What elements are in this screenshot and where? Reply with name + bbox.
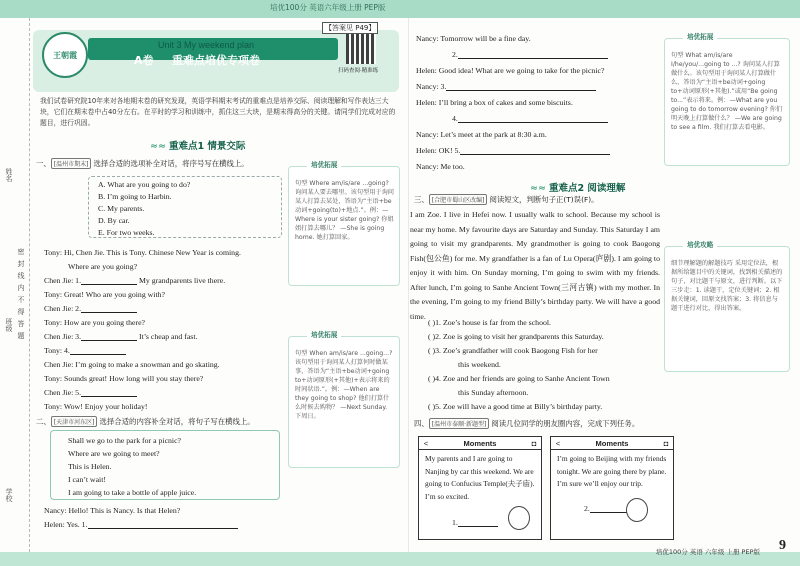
question-4-prompt bbox=[414, 418, 639, 429]
question-number: 二、 bbox=[36, 417, 51, 426]
margin-label-school: 学校 bbox=[5, 488, 13, 502]
dialogue-speaker: Chen Jie: 5. bbox=[44, 388, 82, 397]
sentence-option: Shall we go to the park for a picnic? bbox=[68, 436, 182, 445]
blank-number: 2. bbox=[452, 50, 458, 59]
dialogue-line: Nancy: Let’s meet at the park at 8:30 a.m. bbox=[416, 130, 547, 139]
dialogue-line bbox=[44, 346, 126, 355]
dialogue-text: It’s cheap and fast. bbox=[139, 332, 198, 341]
dialogue-line: Tony: Wow! Enjoy your holiday! bbox=[44, 402, 148, 411]
answer-blank-long-5[interactable] bbox=[460, 147, 610, 155]
strategy-title: 培优攻略 bbox=[683, 241, 717, 250]
tip-title: 培优拓展 bbox=[307, 161, 341, 170]
tip-body: 句型 What am/is/are I/he/you/...going to ...? 询问某人打算做什么。该句型用于询问某人打算做什么，答语为“主语+be动词+going to+动词原形(+其他).”或用“Be going to...”表示将来。例：—What are you going to do tomorrow evening? 你们明天晚上打算做什么？ —We are going to see a film. 我们打算去看电影。 bbox=[671, 52, 783, 131]
page-title: 重难点培优专项卷 bbox=[172, 54, 260, 67]
question-1-prompt bbox=[36, 158, 249, 169]
sentence-option: This is Helen. bbox=[68, 462, 112, 471]
qr-caption: 扫码查阅·精准练 bbox=[338, 68, 379, 74]
tip-box bbox=[664, 33, 790, 166]
answer-blank-3[interactable] bbox=[81, 333, 137, 341]
moments-title: Moments bbox=[463, 438, 497, 448]
question-3-prompt bbox=[414, 194, 598, 205]
boy-avatar-icon bbox=[508, 506, 530, 530]
page-number: 9 bbox=[779, 538, 786, 553]
top-banner-title: 培优100分 英语六年级上册 PEP版 bbox=[270, 3, 386, 12]
dialogue-line bbox=[44, 304, 137, 313]
dialogue-line bbox=[44, 388, 137, 397]
tip-box bbox=[288, 331, 400, 468]
margin-label-class: 班级 bbox=[5, 318, 13, 332]
margin-label-name: 姓名 bbox=[5, 168, 13, 182]
dialogue-speaker: Helen: OK! 5. bbox=[416, 146, 461, 155]
dialogue-line: Where are you going? bbox=[68, 262, 138, 271]
question-number: 三、 bbox=[414, 195, 429, 204]
sentence-option: Where are we going to meet? bbox=[68, 449, 160, 458]
strategy-box bbox=[664, 241, 790, 372]
margin-seal-5: 不 bbox=[17, 296, 25, 303]
option-a: A. What are you going to do? bbox=[98, 180, 191, 189]
wave-icon: ≈≈ bbox=[150, 141, 169, 152]
section-2-heading bbox=[530, 180, 625, 194]
dialogue-line bbox=[44, 332, 197, 341]
dialogue-line bbox=[44, 276, 225, 285]
tip-body: 句型 When am/is/are ...going...? 该句型用于询问某人打算何时做某事，答语为“主语+be动词+going to+动词原形(+其他)+表示将来的时间状语.”。例：—When are they going to shop? 他们打算什么时候去购物？ —Next Sunday. 下周日。 bbox=[295, 350, 393, 420]
section-1-heading bbox=[150, 138, 245, 152]
answer-blank-long-4[interactable] bbox=[458, 115, 608, 123]
option-c: C. My parents. bbox=[98, 204, 145, 213]
question-text: 选择合适的选项补全对话，将序号写在横线上。 bbox=[93, 159, 249, 168]
dialogue-line: Tony: Hi, Chen Jie. This is Tony. Chinese New Year is coming. bbox=[44, 248, 241, 257]
moments-title: Moments bbox=[595, 438, 629, 448]
margin-seal-1: 密 bbox=[17, 248, 25, 255]
question-2-prompt bbox=[36, 416, 255, 427]
answer-blank-4[interactable] bbox=[70, 347, 126, 355]
moments-answer bbox=[584, 504, 630, 513]
qr-code-icon[interactable] bbox=[346, 34, 376, 64]
dialogue-line: Chen Jie: I’m going to make a snowman and go skating. bbox=[44, 360, 220, 369]
answer-reference: 【答案见 P49】 bbox=[322, 22, 378, 34]
section-2-title: 重难点2 阅读理解 bbox=[548, 183, 626, 194]
tip-box bbox=[288, 161, 400, 286]
dialogue-line: Helen: I’ll bring a box of cakes and some biscuits. bbox=[416, 98, 573, 107]
margin-seal-6: 得 bbox=[17, 308, 25, 315]
dialogue-line bbox=[44, 520, 238, 529]
margin-seal-2: 封 bbox=[17, 260, 25, 267]
wave-icon: ≈≈ bbox=[530, 183, 549, 194]
moments-card-2 bbox=[550, 436, 674, 540]
dialogue-line: Nancy: Me too. bbox=[416, 162, 465, 171]
paper-label: A卷 bbox=[134, 54, 154, 67]
tip-title: 培优拓展 bbox=[307, 331, 341, 340]
answer-blank-long-2[interactable] bbox=[458, 51, 608, 59]
question-number: 一、 bbox=[36, 159, 51, 168]
margin-seal-4: 内 bbox=[17, 284, 25, 291]
moments-post-text: I’m going to Beijing with my friends tonight. We are going there by plane. I’m sure we’ll enjoy our trip. bbox=[557, 454, 667, 488]
dialogue-line: Tony: Sounds great! How long will you stay there? bbox=[44, 374, 204, 383]
tf-statement[interactable]: ( )4. Zoe and her friends are going to Sanhe Ancient Town bbox=[428, 374, 610, 383]
camera-icon[interactable]: ◘ bbox=[531, 438, 537, 448]
dialogue-line: Nancy: Tomorrow will be a fine day. bbox=[416, 34, 531, 43]
dialogue-line bbox=[416, 146, 610, 155]
source-tag: [合肥市蜀山区改编] bbox=[429, 194, 488, 205]
option-b: B. I’m going to Harbin. bbox=[98, 192, 172, 201]
answer-blank-1[interactable] bbox=[81, 277, 137, 285]
answer-blank-long-1[interactable] bbox=[88, 521, 238, 529]
tf-statement-cont: this Sunday afternoon. bbox=[458, 388, 529, 397]
tip-title: 培优拓展 bbox=[683, 33, 717, 42]
dialogue-line: Helen: Good idea! What are we going to take for the picnic? bbox=[416, 66, 605, 75]
question-text: 阅读几位同学的朋友圈内容，完成下列任务。 bbox=[491, 419, 640, 428]
margin-seal-7: 答 bbox=[17, 320, 25, 327]
sentence-option: I am going to take a bottle of apple juice. bbox=[68, 488, 197, 497]
camera-icon[interactable]: ◘ bbox=[663, 438, 669, 448]
reading-passage: I am Zoe. I live in Hefei now. I usually walk to school. Because my school is near my home. My favourite days are Saturday and Sunday. This Saturday I am going to visit my grandparents. My grandmother is going to cook Baogong Fish(包公鱼) for me. My grandfather is a fan of Lu Opera(庐剧). I am going to enjoy it with him. On Sunday morning, I’m going to swim with my friends. After lunch, I’m going to Sanhe Ancient Town(三河古镇) with my mother. In the evening, I’m going to my friend Billy’s birthday party. We will have a good time. bbox=[410, 210, 660, 321]
question-number: 四、 bbox=[414, 419, 429, 428]
unit-title: Unit 3 My weekend plan bbox=[158, 40, 255, 50]
option-d: D. By car. bbox=[98, 216, 130, 225]
dialogue-text: My grandparents live there. bbox=[139, 276, 226, 285]
brand-logo: 王朝霞 bbox=[42, 32, 88, 78]
girl-avatar-icon bbox=[626, 498, 648, 522]
moments-header bbox=[551, 437, 673, 450]
question-text: 选择合适的内容补全对话，将句子写在横线上。 bbox=[99, 417, 255, 426]
dialogue-line bbox=[452, 114, 608, 123]
moments-answer bbox=[452, 518, 498, 527]
source-tag: [天津市河东区] bbox=[51, 416, 98, 427]
tf-statement[interactable]: ( )5. Zoe will have a good time at Billy’s birthday party. bbox=[428, 402, 603, 411]
dialogue-line: Tony: Great! Who are you going with? bbox=[44, 290, 165, 299]
dialogue-speaker: Chen Jie: 3. bbox=[44, 332, 82, 341]
dialogue-speaker: Nancy: 3. bbox=[416, 82, 447, 91]
back-arrow-icon[interactable]: < bbox=[555, 438, 561, 448]
tip-body: 句型 Where am/is/are ...going? 询问某人要去哪里。该句型用于询问某人打算去某处，答语为“主语+be动词+going(to)+地点.”。例：—Where is your sister going? 你姐姐打算去哪儿？ —She is going home. 她打算回家。 bbox=[295, 180, 394, 241]
source-tag: [温州市泰顺·新题型] bbox=[429, 418, 490, 429]
option-e: E. For two weeks. bbox=[98, 228, 155, 237]
margin-seal-8: 题 bbox=[17, 332, 25, 339]
blank-number: 1. bbox=[452, 518, 458, 527]
tf-statement-cont: this weekend. bbox=[458, 360, 501, 369]
blank-number: 2. bbox=[584, 504, 590, 513]
margin-seal-3: 线 bbox=[17, 272, 25, 279]
top-banner bbox=[0, 0, 800, 18]
dialogue-line bbox=[452, 50, 608, 59]
dialogue-line bbox=[416, 82, 596, 91]
dialogue-line: Tony: How are you going there? bbox=[44, 318, 146, 327]
back-arrow-icon[interactable]: < bbox=[423, 438, 429, 448]
dialogue-speaker: Helen: Yes. 1. bbox=[44, 520, 88, 529]
strategy-body: 细节理解题的解题技巧 采用定位法，根据所给题目中的关键词，找到相关描述的句子，对比题干与原文，进行判断。以下三步走：1. 读题干，定位关键词；2. 根据关键词，回原文找答案；3. 将信息与题干进行对比，得出答案。 bbox=[671, 260, 783, 312]
answer-blank-moments-1[interactable] bbox=[458, 519, 498, 527]
dialogue-speaker: Chen Jie: 2. bbox=[44, 304, 82, 313]
tf-statement[interactable]: ( )1. Zoe’s house is far from the school. bbox=[428, 318, 551, 327]
dialogue-speaker: Tony: 4. bbox=[44, 346, 70, 355]
moments-header bbox=[419, 437, 541, 450]
section-1-title: 重难点1 情景交际 bbox=[168, 141, 246, 152]
blank-number: 4. bbox=[452, 114, 458, 123]
moments-post-text: My parents and I are going to Nanjing by car this weekend. We are going to Confucius Temple(夫子庙). I’m so excited. bbox=[425, 454, 535, 501]
tf-statement[interactable]: ( )3. Zoe’s grandfather will cook Baogong Fish for her bbox=[428, 346, 598, 355]
dialogue-speaker: Chen Jie: 1. bbox=[44, 276, 82, 285]
sentence-option: I can’t wait! bbox=[68, 475, 106, 484]
answer-blank-long-3[interactable] bbox=[446, 83, 596, 91]
source-tag: [温州市期末] bbox=[51, 158, 92, 169]
question-text: 阅读短文，判断句子正(T)误(F)。 bbox=[489, 195, 599, 204]
binding-margin bbox=[0, 18, 30, 552]
intro-paragraph: 我们试卷研究院10年来对各地期末卷的研究发现，英语学科期末考试的重难点是培养交际、阅读理解和写作表达三大块，它们在期末卷中占40分左右。在平时的学习和训练中，抓住这三大块，是期末得高分的关键。请同学们完成对应的题目，进行巩固。 bbox=[40, 97, 396, 127]
dialogue-line: Nancy: Hello! This is Nancy. Is that Helen? bbox=[44, 506, 181, 515]
column-divider bbox=[408, 18, 409, 552]
footer-text: 培优100分 英语 六年级 上册 PEP版 bbox=[655, 548, 760, 556]
tf-statement[interactable]: ( )2. Zoe is going to visit her grandparents this Saturday. bbox=[428, 332, 604, 341]
answer-blank-moments-2[interactable] bbox=[590, 505, 630, 513]
answer-blank-2[interactable] bbox=[81, 305, 137, 313]
answer-blank-5[interactable] bbox=[81, 389, 137, 397]
